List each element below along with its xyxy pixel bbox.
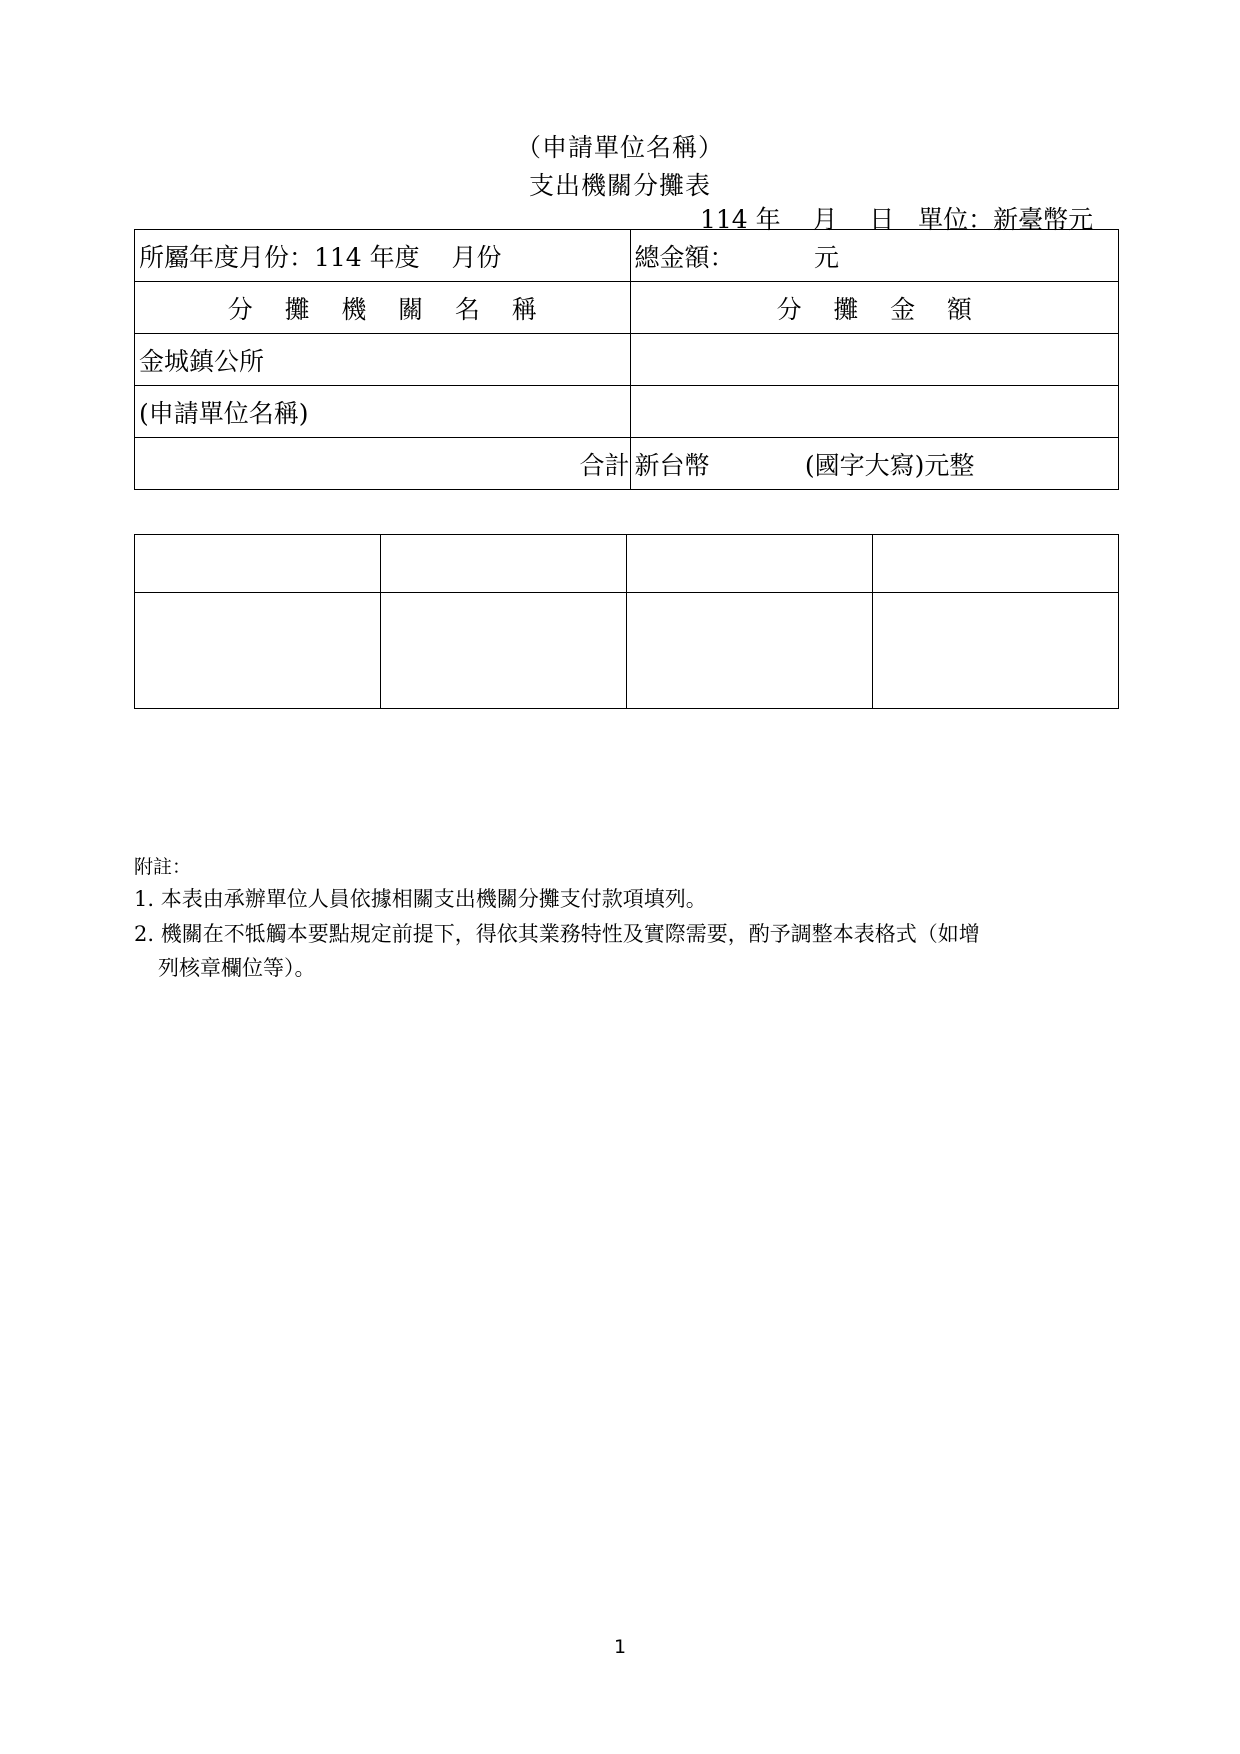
total-amount-cell[interactable]: 總金額： 元 bbox=[630, 230, 1118, 282]
amount-cell[interactable] bbox=[630, 334, 1118, 386]
amount-cell[interactable] bbox=[630, 386, 1118, 438]
page-number: 1 bbox=[613, 1636, 627, 1658]
approval-header-cell[interactable] bbox=[381, 535, 627, 593]
period-cell[interactable]: 所屬年度月份：114 年度 月份 bbox=[135, 230, 631, 282]
allocation-table bbox=[134, 229, 1119, 490]
approval-header-cell[interactable] bbox=[135, 535, 381, 593]
table-row bbox=[135, 386, 1119, 438]
approval-sign-cell[interactable] bbox=[873, 593, 1119, 709]
table-row bbox=[135, 334, 1119, 386]
note-item: 1. 本表由承辦單位人員依據相關支出機關分攤支付款項填列。 bbox=[134, 887, 707, 911]
applicant-unit-title: （申請單位名稱） bbox=[515, 133, 724, 162]
note-item-continuation: 列核章欄位等）。 bbox=[158, 956, 316, 980]
date-unit-line: 114 年 月 日 單位：新臺幣元 bbox=[700, 205, 1094, 234]
note-item bbox=[134, 917, 1144, 985]
approval-sign-cell[interactable] bbox=[381, 593, 627, 709]
note-item-line: 2. 機關在不牴觸本要點規定前提下，得依其業務特性及實際需要，酌予調整本表格式（如增 bbox=[134, 922, 980, 946]
form-title: 支出機關分攤表 bbox=[528, 171, 711, 200]
approval-header-cell[interactable] bbox=[627, 535, 873, 593]
agency-name-cell[interactable]: 金城鎮公所 bbox=[135, 334, 631, 386]
notes-title: 附註： bbox=[134, 856, 192, 878]
approval-header-cell[interactable] bbox=[873, 535, 1119, 593]
sum-value-cell[interactable]: 新台幣 (國字大寫)元整 bbox=[630, 438, 1118, 490]
sum-label-cell: 合計 bbox=[135, 438, 631, 490]
amount-header: 分 攤 金 額 bbox=[630, 282, 1118, 334]
approval-sign-cell[interactable] bbox=[627, 593, 873, 709]
agency-name-header: 分 攤 機 關 名 稱 bbox=[135, 282, 631, 334]
agency-name-cell[interactable]: (申請單位名稱) bbox=[135, 386, 631, 438]
approval-sign-cell[interactable] bbox=[135, 593, 381, 709]
approval-table bbox=[134, 534, 1119, 709]
